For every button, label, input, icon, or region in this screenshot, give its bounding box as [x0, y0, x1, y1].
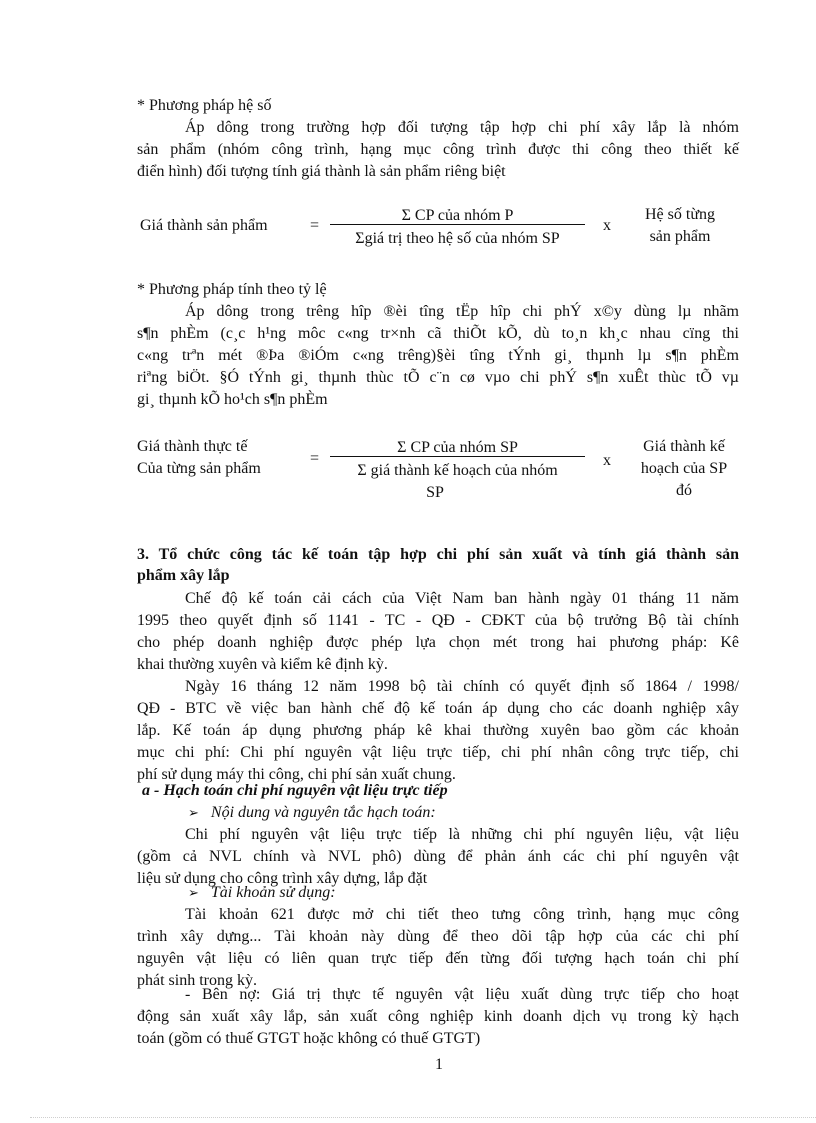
formula1-factor-line: sản phẩm: [649, 228, 711, 245]
para-line: riªng biÖt. §Ó tÝnh gi¸ thµnh thùc tÕ c¨n cø vµo chi phÝ s¶n xuÊt thùc tÕ vµ: [137, 369, 739, 386]
formula2-factor-line: Giá thành kế: [643, 438, 725, 455]
para-line: QĐ - BTC về việc ban hành chế độ kế toán áp dụng cho các doanh nghiệp xây: [137, 700, 739, 717]
formula1-fraction-bar: [330, 224, 585, 225]
bullet-row: [188, 883, 336, 903]
heading-ty-le: * Phương pháp tính theo tỷ lệ: [137, 281, 327, 298]
para-line: khai thường xuyên và kiểm kê định kỳ.: [137, 656, 388, 673]
para-line: Áp dông trong trêng hîp ®èi tîng tËp hîp chi phÝ x©y dùng lµ nhãm: [185, 303, 739, 320]
section3-heading-line: phẩm xây lắp: [137, 567, 230, 584]
para-line: (gồm cả NVL chính và NVL phô) dùng để phản ánh các chi phí nguyên vật: [137, 848, 739, 865]
para-line: nguyên vật liệu có liên quan trực tiếp đến từng đối tượng hạch toán chi phí: [137, 950, 739, 967]
para-line: phát sinh trong kỳ.: [137, 972, 257, 989]
formula2-times: x: [603, 452, 611, 469]
formula2-lhs-line: Của từng sản phẩm: [137, 460, 261, 477]
para-line: sản phẩm (nhóm công trình, hạng mục công trình được thi công theo thiết kế: [137, 141, 739, 158]
para-line: toán (gồm có thuế GTGT hoặc không có thuế GTGT): [137, 1030, 481, 1047]
formula1-times: x: [603, 217, 611, 234]
para-line: điển hình) đối tượng tính giá thành là sản phẩm riêng biệt: [137, 163, 506, 180]
para-line: Chế độ kế toán cải cách của Việt Nam ban hành ngày 01 tháng 11 năm: [185, 590, 739, 607]
para-line: phí sử dụng máy thi công, chi phí sản xuất chung.: [137, 766, 456, 783]
footer-divider: [30, 1117, 816, 1118]
formula2-denominator-line: Σ giá thành kế hoạch của nhóm: [357, 462, 558, 479]
formula2-equals: =: [310, 450, 320, 467]
formula2-lhs-line: Giá thành thực tế: [137, 438, 248, 455]
heading-he-so: * Phương pháp hệ số: [137, 97, 272, 114]
para-line: Tài khoản 621 được mở chi tiết theo tưng công trình, hạng mục công: [185, 906, 739, 923]
subsection-a-heading: a - Hạch toán chi phí nguyên vật liệu trực tiếp: [142, 782, 448, 799]
para-line: trình xây dựng... Tài khoản này dùng để theo dõi tập hợp của các chi phí: [137, 928, 739, 945]
formula1-factor-line: Hệ số từng: [645, 206, 715, 223]
para-line: Chi phí nguyên vật liệu trực tiếp là những chi phí nguyên liệu, vật liệu: [185, 826, 739, 843]
para-line: liệu sử dụng cho công trình xây dựng, lắp đặt: [137, 870, 428, 887]
section3-heading-line: 3. Tổ chức công tác kế toán tập hợp chi phí sản xuất và tính giá thành sản: [137, 546, 739, 563]
para-line: 1995 theo quyết định số 1141 - TC - QĐ - CĐKT của bộ trưởng Bộ tài chính: [137, 612, 739, 629]
formula2-denominator-line: SP: [426, 484, 444, 501]
formula1-lhs: Giá thành sản phẩm: [140, 217, 268, 234]
formula2-fraction-bar: [330, 456, 585, 457]
para-line: cho phép doanh nghiệp được phép lựa chọn mét trong hai phương pháp: Kê: [137, 634, 739, 651]
para-line: gi¸ thµnh kÕ ho¹ch s¶n phÈm: [137, 391, 328, 408]
bullet-label: Tài khoản sử dụng:: [210, 884, 336, 901]
para-line: - Bên nợ: Giá trị thực tế nguyên vật liệu xuất dùng trực tiếp cho hoạt: [185, 986, 739, 1003]
formula1-numerator: Σ CP của nhóm P: [401, 207, 514, 224]
formula2-factor-line: đó: [676, 482, 692, 499]
bullet-label: Nội dung và nguyên tắc hạch toán:: [210, 804, 436, 821]
para-line: lắp. Kế toán áp dụng phương pháp kê khai thường xuyên bao gồm các khoản: [137, 722, 739, 739]
formula2-numerator: Σ CP của nhóm SP: [397, 439, 518, 456]
formula1-equals: =: [310, 217, 320, 234]
formula1-denominator: Σgiá trị theo hệ số của nhóm SP: [355, 230, 560, 247]
para-line: Ngày 16 tháng 12 năm 1998 bộ tài chính có quyết định số 1864 / 1998/: [185, 678, 739, 695]
arrow-bullet-icon: ➢: [188, 885, 199, 900]
page-number: 1: [435, 1056, 443, 1073]
para-line: động sản xuất xây lắp, sản xuất công nghiệp kinh doanh dịch vụ trong kỳ hạch: [137, 1008, 739, 1025]
arrow-bullet-icon: ➢: [188, 805, 199, 820]
bullet-row: [188, 803, 436, 823]
para-line: s¶n phÈm (c¸c h¹ng môc c«ng tr×nh cã thiÕt kÕ, dù to¸n kh¸c nhau cïng thi: [137, 325, 739, 342]
para-line: c«ng trªn mét ®Þa ®iÓm c«ng trêng)§èi tîng tÝnh gi¸ thµnh lµ s¶n phÈm: [137, 347, 739, 364]
para-line: mục chi phí: Chi phí nguyên vật liệu trực tiếp, chi phí nhân công trực tiếp, chi: [137, 744, 739, 761]
para-line: Áp dông trong trường hợp đối tượng tập hợp chi phí xây lắp là nhóm: [185, 119, 739, 136]
formula2-factor-line: hoạch của SP: [640, 460, 728, 477]
